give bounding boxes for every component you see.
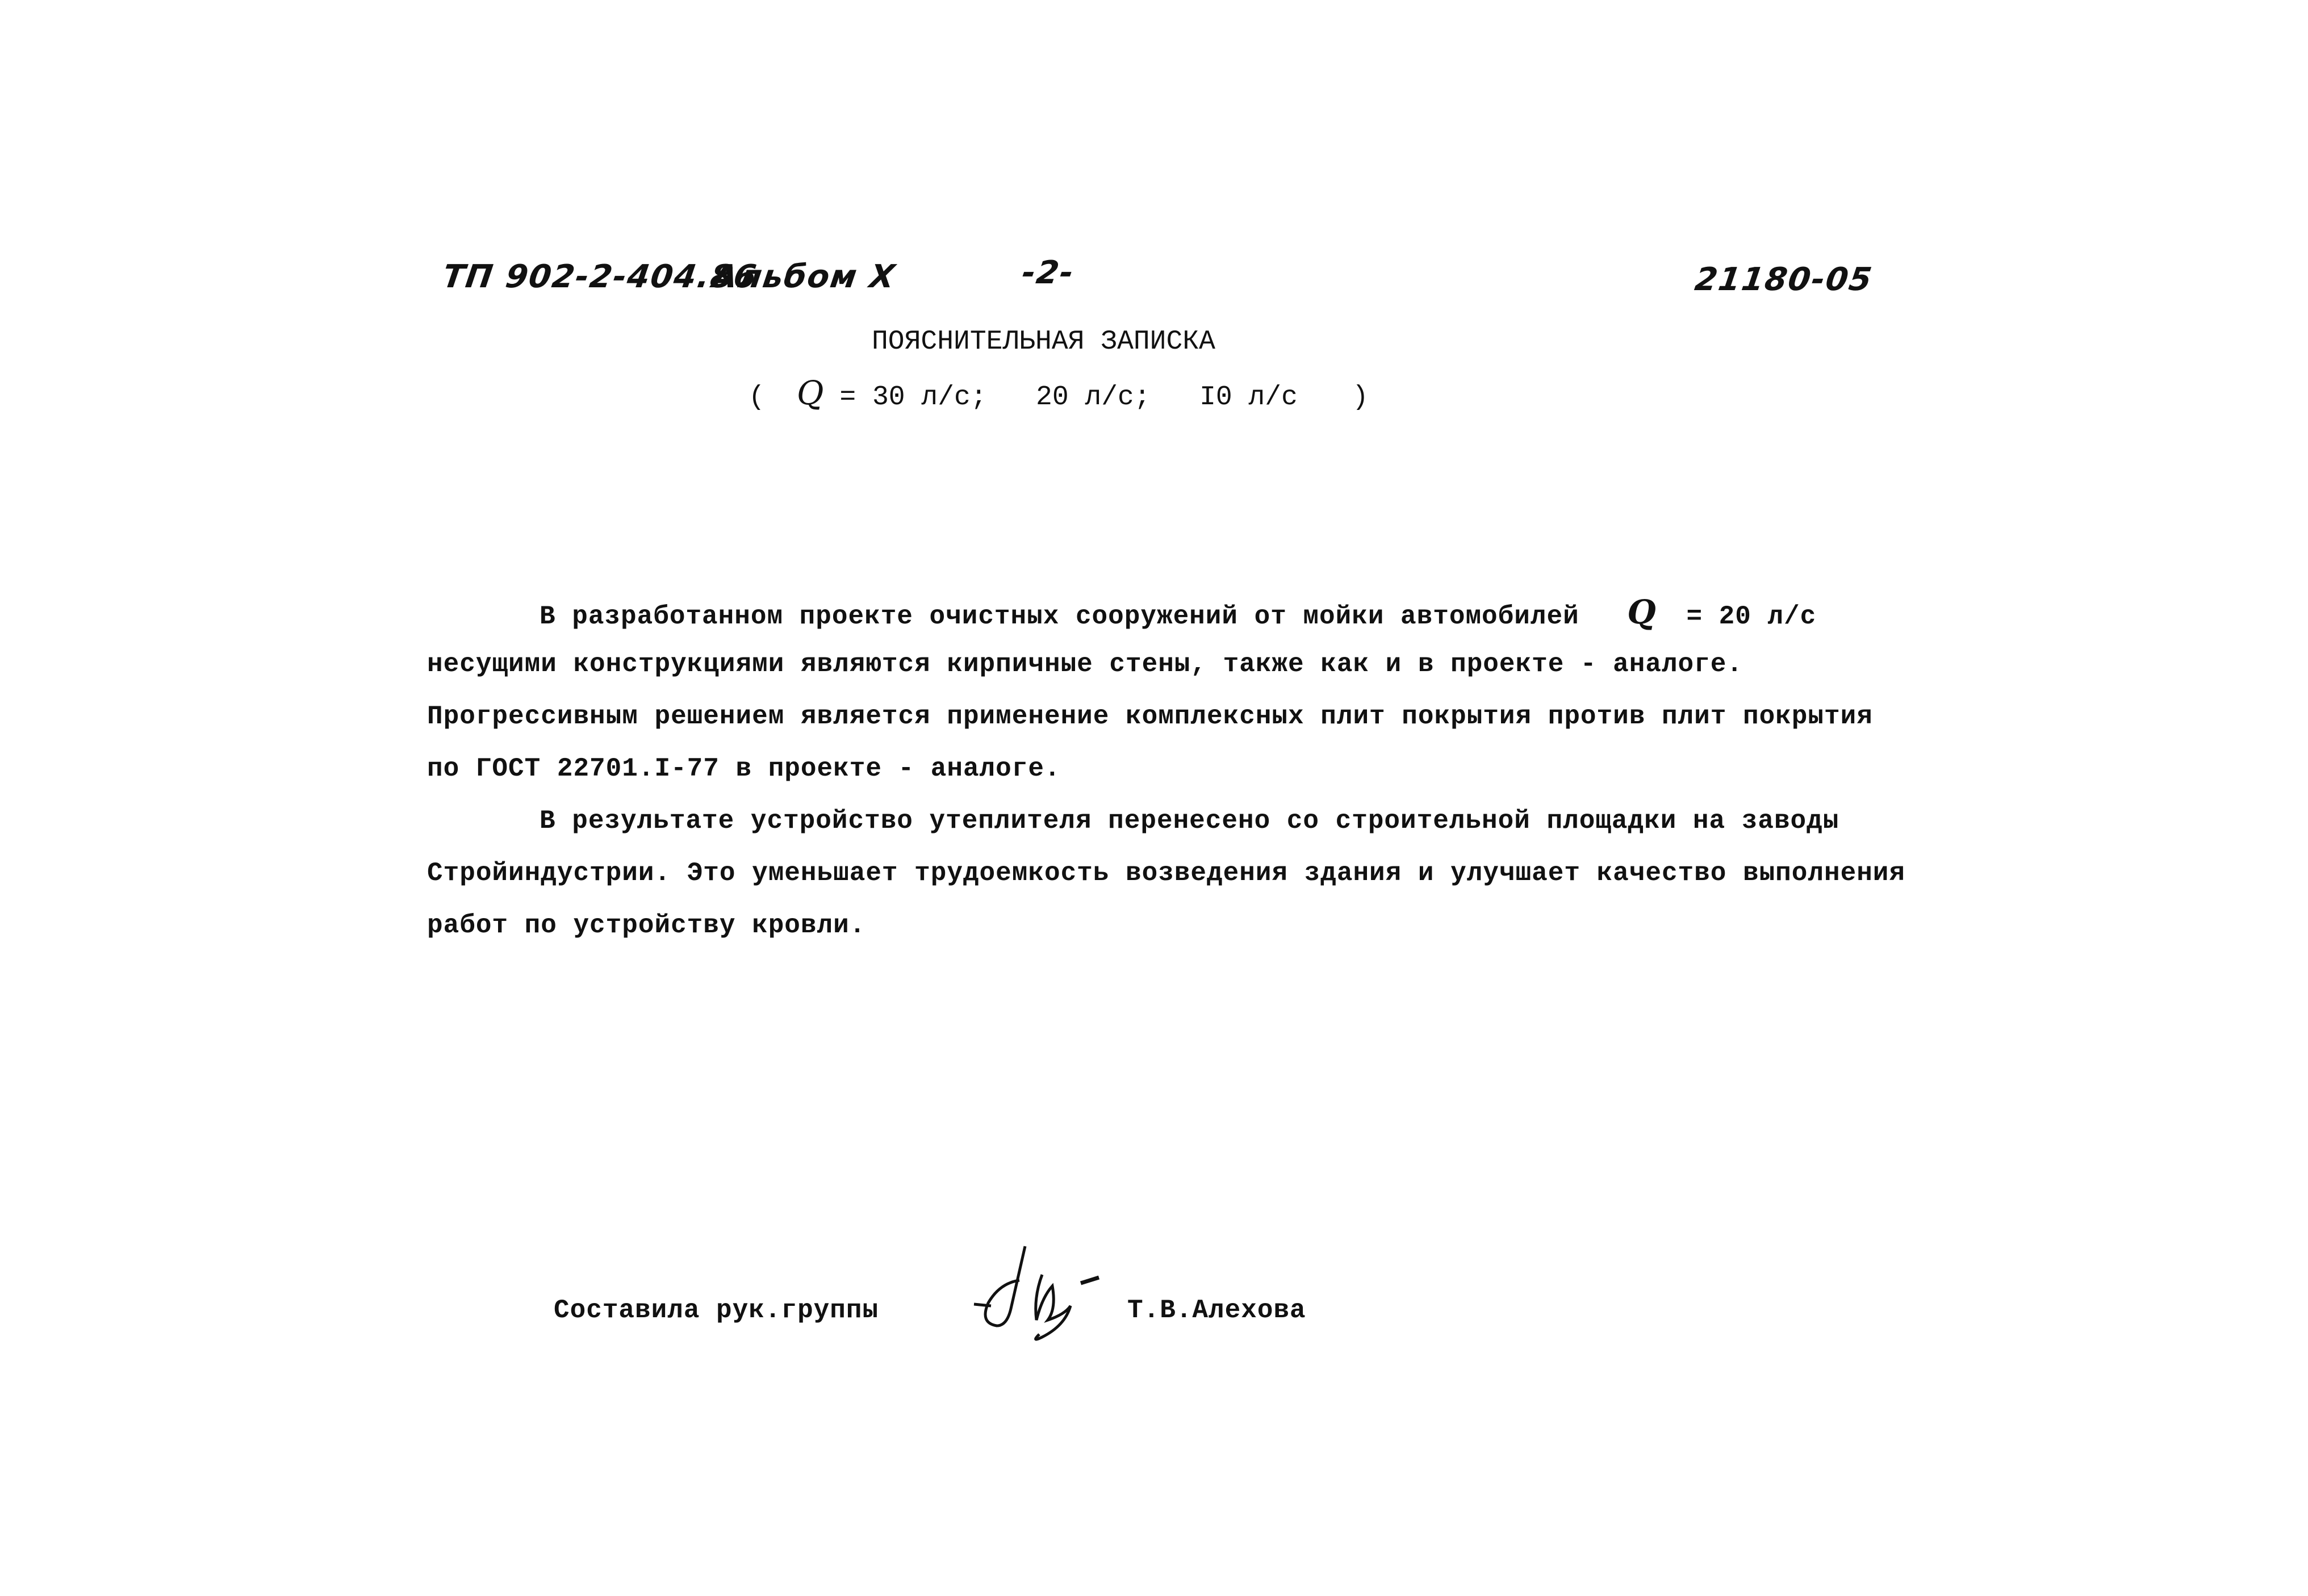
archive-number: 21180-05 [1692,261,1875,298]
signature-role: Составила рук.группы [554,1296,879,1325]
paragraph-1-line-4: по ГОСТ 22701.I-77 в проекте - аналоге. [427,754,1061,784]
paragraph-1-line-3: Прогрессивным решением является применение комплексных плит покрытия против плит покрытия [427,702,1873,731]
paragraph-2-line-1: В результате устройство утеплителя перенесено со строительной площадки на заводы [540,806,1839,836]
paragraph-1-line-1 [540,595,1816,629]
page-number: -2- [1019,254,1077,291]
signature-icon [957,1241,1127,1348]
q-symbol: Q [1627,593,1657,631]
open-paren: ( [749,382,765,413]
q-value: = 20 л/с [1686,602,1817,631]
paragraph-2-line-2: Стройиндустрии. Это уменьшает трудоемкость возведения здания и улучшает качество выполнения [427,858,1906,888]
page-title: ПОЯСНИТЕЛЬНАЯ ЗАПИСКА [872,326,1215,357]
doc-code: ТП 902-2-404.86 [440,258,760,295]
flow-values: = 30 л/с; 20 л/с; I0 л/с [839,382,1298,413]
album-label: Альбом X [710,258,898,295]
paragraph-2-line-3: работ по устройству кровли. [427,911,866,940]
flow-rates-line [749,374,1369,413]
q-symbol: Q [796,374,824,412]
text: В разработанном проекте очистных сооружений от мойки автомобилей [540,602,1579,631]
paragraph-1-line-2: несущими конструкциями являются кирпичные стены, также как и в проекте - аналоге. [427,650,1743,679]
signatory-name: Т.В.Алехова [1127,1296,1306,1325]
close-paren: ) [1352,382,1369,413]
